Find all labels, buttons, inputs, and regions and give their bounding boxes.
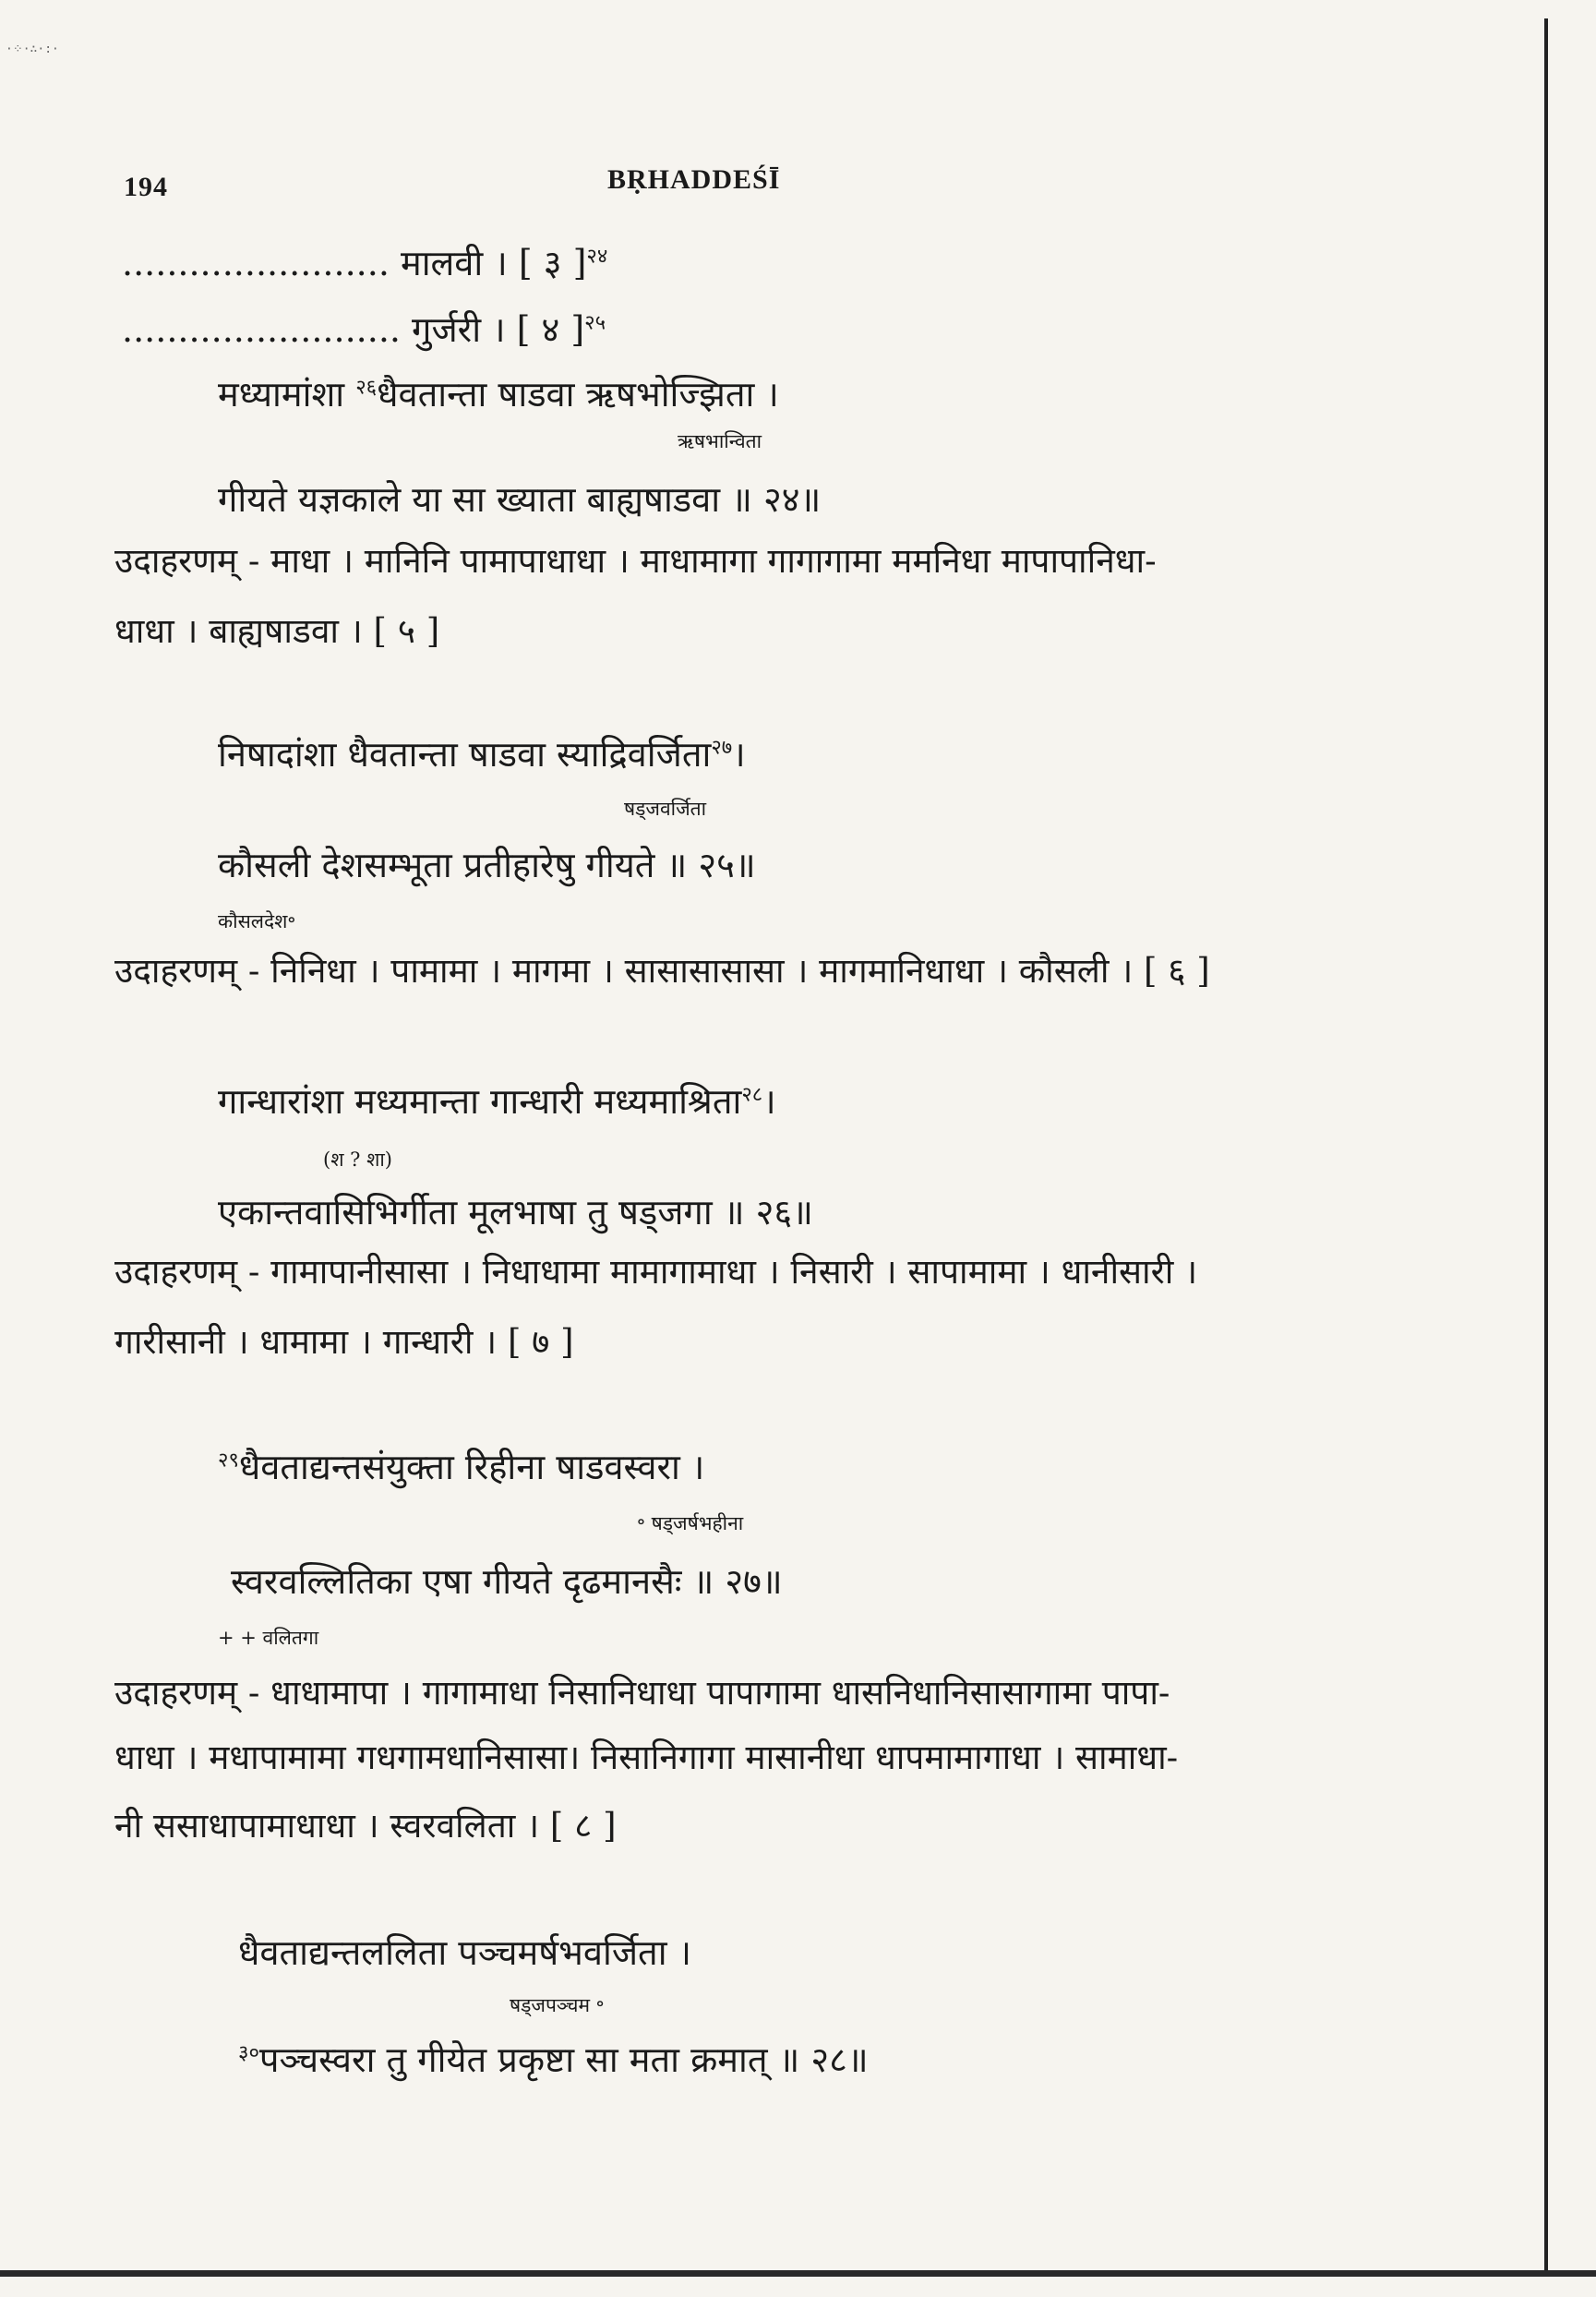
verse-line xyxy=(218,1442,704,1490)
verse-line: एकान्तवासिभिर्गीता मूलभाषा तु षड्जगा ॥ २६॥ xyxy=(218,1192,813,1233)
variant-gloss: ॰ षड्जर्षभहीना xyxy=(637,1512,744,1534)
verse-line: स्वरवल्लितिका एषा गीयते दृढमानसैः ॥ २७॥ xyxy=(231,1561,783,1602)
verse-line: गीयते यज्ञकाले या सा ख्याता बाह्यषाडवा ॥ २४॥ xyxy=(218,479,822,520)
verse-line xyxy=(238,2035,869,2083)
verse-text: गान्धारांशा मध्यमान्ता गान्धारी मध्यमाश्रिता xyxy=(218,1081,742,1122)
verse-line: कौसली देशसम्भूता प्रतीहारेषु गीयते ॥ २५॥ xyxy=(218,845,756,885)
verse-line xyxy=(122,305,606,353)
verse-text: ......................... गुर्जरी । [ ४ ] xyxy=(122,309,585,350)
verse-text: धैवताद्यन्तसंयुक्ता रिहीना षाडवस्वरा । xyxy=(238,1447,705,1487)
page-bottom-edge xyxy=(0,2270,1596,2277)
variant-gloss: षड्जपञ्चम ॰ xyxy=(510,1994,605,2016)
verse-text: ........................ मालवी । [ ३ ] xyxy=(122,243,587,283)
example-line: उदाहरणम् - धाधामापा । गागामाधा निसानिधाधा पापागामा धासनिधानिसासागामा पापा- xyxy=(114,1673,1170,1713)
scan-artifact: ·⁘·∴·:· xyxy=(6,42,59,56)
example-line: नी ससाधापामाधाधा । स्वरवलिता । [ ८ ] xyxy=(114,1806,617,1846)
running-title: BṚHADDEŚĪ xyxy=(607,164,781,195)
footnote-ref: २८ xyxy=(741,1083,763,1107)
verse-danda: । xyxy=(732,734,746,775)
variant-gloss: (श ? शा) xyxy=(323,1148,392,1171)
variant-gloss: कौसलदेश॰ xyxy=(218,910,296,932)
verse-line xyxy=(122,238,607,286)
verse-line xyxy=(218,1076,776,1124)
verse-text: धैवतान्ता षाडवा ऋषभोज्झिता । xyxy=(377,374,779,415)
example-line: धाधा । बाह्यषाडवा । [ ५ ] xyxy=(114,611,440,651)
page-number: 194 xyxy=(124,172,168,202)
verse-line xyxy=(218,369,779,417)
footnote-ref: २५ xyxy=(584,311,606,335)
footnote-ref: ३० xyxy=(238,2041,259,2065)
verse-line xyxy=(218,729,746,777)
verse-line: धैवताद्यन्तललिता पञ्चमर्षभवर्जिता । xyxy=(238,1932,692,1973)
example-line: धाधा । मधापामामा गधगामधानिसासा। निसानिगागा मासानीधा धापमामागाधा । सामाधा- xyxy=(114,1738,1179,1777)
example-line: उदाहरणम् - निनिधा । पामामा । मागमा । सासासासासा । मागमानिधाधा । कौसली । [ ६ ] xyxy=(114,951,1210,991)
verse-text-pre: मध्यामांशा xyxy=(218,374,356,415)
footnote-ref: २७ xyxy=(711,736,733,760)
variant-gloss: + + वलितगा xyxy=(218,1627,319,1649)
verse-danda: । xyxy=(762,1081,776,1122)
variant-gloss: षड्जवर्जिता xyxy=(624,798,707,820)
variant-gloss: ऋषभान्विता xyxy=(678,430,762,452)
binding-edge-line xyxy=(1544,18,1548,2271)
example-line: उदाहरणम् - गामापानीसासा । निधाधामा मामागामाधा । निसारी । सापामामा । धानीसारी । xyxy=(114,1252,1198,1292)
footnote-ref: २४ xyxy=(586,245,608,269)
verse-text: निषादांशा धैवतान्ता षाडवा स्याद्रिवर्जिता xyxy=(218,734,712,775)
verse-text: पञ्चस्वरा तु गीयेत प्रकृष्टा सा मता क्रमात् ॥ २८॥ xyxy=(258,2039,869,2080)
footnote-ref: २९ xyxy=(218,1449,239,1473)
example-line: गारीसानी । धामामा । गान्धारी । [ ७ ] xyxy=(114,1322,574,1362)
footnote-ref: २६ xyxy=(355,376,378,400)
example-line: उदाहरणम् - माधा । मानिनि पामापाधाधा । माधामागा गागागामा ममनिधा मापापानिधा- xyxy=(114,541,1157,581)
